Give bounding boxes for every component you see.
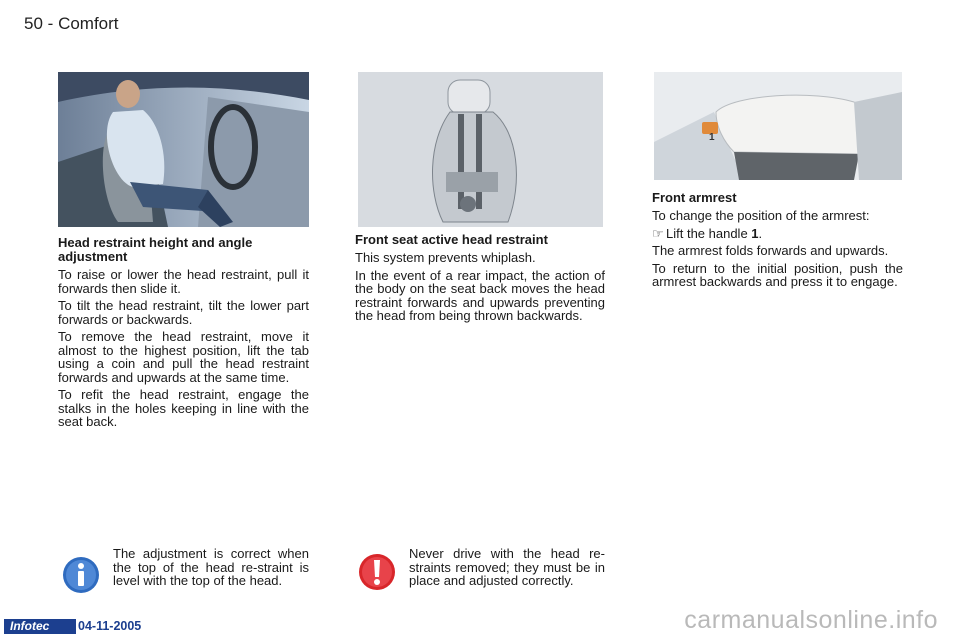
front-armrest-photo [654, 72, 902, 180]
active-head-restraint-photo [358, 72, 603, 227]
handle-number: 1 [751, 225, 759, 241]
armrest-title: Front armrest [652, 190, 737, 205]
watermark: carmanualsonline.info [684, 606, 938, 634]
paragraph: To remove the head restraint, move it almost to the highest position, lift the tab using a coin and pull the head restraint forwards and upwards at the same time. [58, 329, 309, 385]
driver-seat-photo [58, 72, 309, 227]
callout-label: 1 [709, 132, 715, 143]
paragraph: To refit the head restraint, engage the stalks in the holes keeping in line with the seat back. [58, 387, 309, 429]
paragraph: To tilt the head restraint, tilt the lower part forwards or backwards. [58, 298, 309, 327]
paragraph: This system prevents whiplash. [355, 250, 536, 265]
exclamation-icon [358, 553, 396, 591]
middle-column [355, 233, 605, 327]
warning-note: Never drive with the head re-straints removed; they must be in place and adjusted correctly. [409, 546, 605, 588]
left-column [58, 236, 309, 433]
section-title: Comfort [58, 14, 119, 33]
paragraph: To return to the initial position, push the armrest backwards and press it to engage. [652, 260, 903, 289]
paragraph: The armrest folds forwards and upwards. [652, 243, 889, 258]
infotec-logo: Infotec [4, 619, 76, 634]
footer-date: 04-11-2005 [78, 619, 142, 633]
hand-pointer-icon: ☞ [652, 225, 664, 241]
paragraph: In the event of a rear impact, the action of the body on the seat back moves the head restraint forwards and upwards preventing the head from being thrown backwards. [355, 267, 605, 323]
head-restraint-title: Head restraint height and angle adjustment [58, 235, 253, 264]
armrest-intro: To change the position of the armrest: [652, 208, 870, 223]
page-header [24, 14, 119, 34]
armrest-step: ☞ Lift the handle 1. [652, 225, 763, 241]
active-head-restraint-title: Front seat active head restraint [355, 232, 548, 247]
page-number: 50 [24, 14, 43, 33]
paragraph: To raise or lower the head restraint, pull it forwards then slide it. [58, 267, 309, 296]
right-column [652, 191, 903, 293]
header-separator: - [47, 14, 54, 33]
info-icon [62, 556, 100, 594]
info-note: The adjustment is correct when the top of the head re-straint is level with the top of the head. [113, 546, 309, 588]
